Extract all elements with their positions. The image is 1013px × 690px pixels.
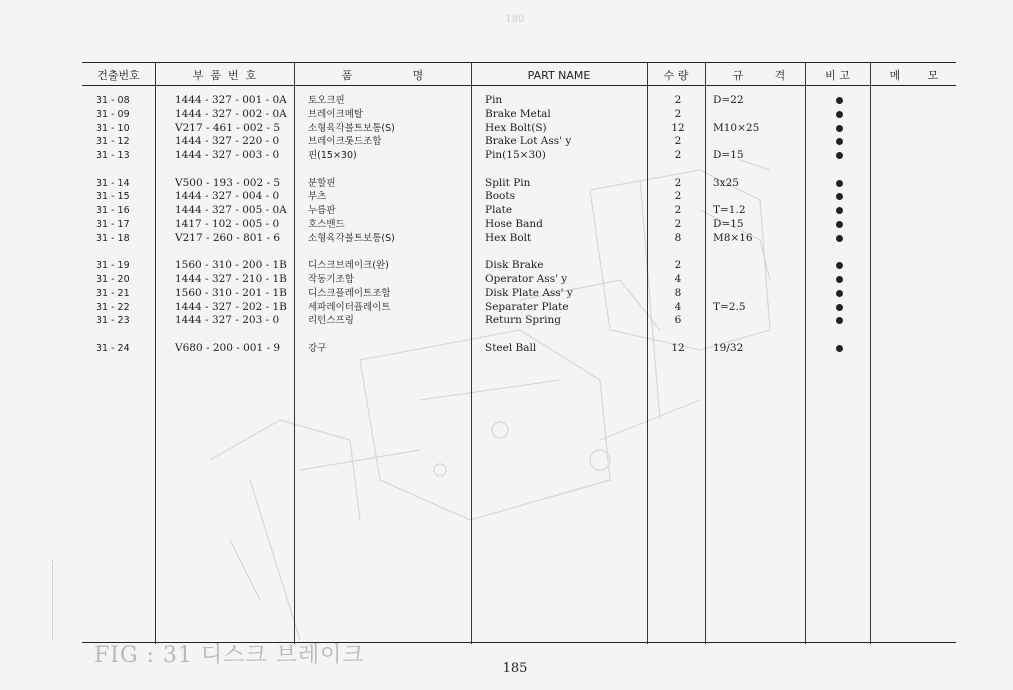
cell-name-kr: 소형육각볼트보통(S) xyxy=(308,122,395,134)
cell-code: 31 - 17 xyxy=(96,219,130,230)
cell-code: 31 - 24 xyxy=(96,342,130,354)
cell-code: 31 - 14 xyxy=(96,177,130,189)
cell-quantity: 8 xyxy=(674,231,682,244)
note-bullet-icon xyxy=(836,193,843,200)
cell-spec: T=1.2 xyxy=(713,204,746,217)
cell-part-name: Hex Bolt xyxy=(485,231,532,244)
cell-name-kr: 누름판 xyxy=(308,205,336,217)
cell-quantity: 2 xyxy=(674,259,682,272)
cell-quantity: 6 xyxy=(674,314,682,327)
cell-name-kr: 소형육각볼트보통(S) xyxy=(308,232,395,244)
note-bullet-icon xyxy=(836,290,843,297)
header-spec-right: 격 xyxy=(774,69,786,82)
cell-code: 31 - 19 xyxy=(96,260,130,272)
cell-quantity: 4 xyxy=(674,273,682,285)
note-bullet-icon xyxy=(836,304,843,311)
cell-part-name: Boots xyxy=(485,190,515,203)
note-bullet-icon xyxy=(836,138,843,145)
cell-part-number: 1444 - 327 - 203 - 0 xyxy=(175,314,280,327)
note-bullet-icon xyxy=(836,345,843,352)
header-name-kr-left: 품 xyxy=(341,69,353,82)
cell-quantity: 12 xyxy=(671,341,685,354)
header-quantity: 수 량 xyxy=(663,69,689,82)
header-spec-left: 규 xyxy=(732,69,744,82)
cell-part-name: Brake Lot Ass' y xyxy=(485,135,572,148)
cell-quantity: 2 xyxy=(674,176,682,189)
cell-part-number: 1560 - 310 - 200 - 1B xyxy=(175,259,287,272)
cell-code: 31 - 09 xyxy=(96,108,130,120)
cell-name-kr: 강구 xyxy=(308,342,327,354)
cell-part-number: 1444 - 327 - 210 - 1B xyxy=(175,273,287,285)
cell-part-name: Pin(15×30) xyxy=(485,149,546,162)
cell-code: 31 - 20 xyxy=(96,274,130,285)
note-bullet-icon xyxy=(836,221,843,228)
cell-part-number: 1417 - 102 - 005 - 0 xyxy=(175,218,280,230)
cell-code: 31 - 16 xyxy=(96,205,130,217)
note-bullet-icon xyxy=(836,317,843,324)
cell-spec: D=15 xyxy=(713,218,744,230)
cell-code: 31 - 10 xyxy=(96,122,130,134)
cell-part-name: Plate xyxy=(485,204,513,217)
cell-quantity: 4 xyxy=(674,300,682,313)
bleed-through-caption: FIG : 31 디스크 브레이크 xyxy=(94,643,365,668)
cell-part-number: V217 - 461 - 002 - 5 xyxy=(175,121,281,134)
note-bullet-icon xyxy=(836,235,843,242)
cell-spec: 3x25 xyxy=(713,176,739,189)
cell-part-name: Hose Band xyxy=(485,218,543,230)
cell-code: 31 - 12 xyxy=(96,136,130,148)
note-bullet-icon xyxy=(836,276,843,283)
cell-name-kr: 토오크핀 xyxy=(308,95,345,106)
cell-part-name: Operator Ass' y xyxy=(485,273,568,285)
cell-code: 31 - 21 xyxy=(96,287,130,299)
cell-part-name: Disk Brake xyxy=(485,259,544,272)
note-bullet-icon xyxy=(836,111,843,118)
header-memo-left: 메 xyxy=(889,69,901,82)
cell-name-kr: 세파레이터플레이트 xyxy=(308,301,391,313)
header-part-number: 부 품 번 호 xyxy=(192,69,257,82)
note-bullet-icon xyxy=(836,207,843,214)
note-bullet-icon xyxy=(836,152,843,159)
cell-spec: M10×25 xyxy=(713,121,760,134)
cell-code: 31 - 23 xyxy=(96,315,130,327)
cell-part-name: Disk Plate Ass' y xyxy=(485,286,573,299)
cell-quantity: 8 xyxy=(674,286,682,299)
cell-part-number: 1444 - 327 - 003 - 0 xyxy=(175,149,280,162)
cell-part-number: 1444 - 327 - 005 - 0A xyxy=(175,204,287,217)
header-code: 건출번호 xyxy=(97,69,140,82)
cell-name-kr: 디스크브레이크(완) xyxy=(308,260,389,272)
note-bullet-icon xyxy=(836,180,843,187)
cell-part-number: 1444 - 327 - 002 - 0A xyxy=(175,107,287,120)
cell-name-kr: 핀(15×30) xyxy=(308,150,357,162)
cell-code: 31 - 13 xyxy=(96,150,130,162)
parts-table xyxy=(82,62,956,644)
note-bullet-icon xyxy=(836,262,843,269)
cell-name-kr: 호스밴드 xyxy=(308,219,345,230)
cell-name-kr: 부츠 xyxy=(308,191,327,203)
cell-name-kr: 디스크플레이트조합 xyxy=(308,287,391,299)
cell-code: 31 - 22 xyxy=(96,301,130,313)
header-name-kr-right: 명 xyxy=(412,69,424,82)
ghost-page-number: 180 xyxy=(505,14,525,25)
cell-part-name: Brake Metal xyxy=(485,107,551,120)
header-memo-right: 모 xyxy=(927,69,939,82)
cell-spec: D=22 xyxy=(713,94,744,106)
page-number: 185 xyxy=(502,661,528,676)
cell-name-kr: 작동기조합 xyxy=(308,274,354,285)
cell-name-kr: 리턴스프링 xyxy=(308,315,354,327)
cell-part-number: 1444 - 327 - 220 - 0 xyxy=(175,135,280,148)
note-bullet-icon xyxy=(836,97,843,104)
cell-part-name: Return Spring xyxy=(485,314,561,327)
cell-part-name: Hex Bolt(S) xyxy=(485,121,547,134)
cell-part-number: 1444 - 327 - 001 - 0A xyxy=(175,94,287,106)
cell-spec: M8×16 xyxy=(713,231,753,244)
cell-code: 31 - 15 xyxy=(96,191,130,203)
cell-name-kr: 브레이크롯드조합 xyxy=(308,136,382,148)
cell-quantity: 2 xyxy=(674,149,682,162)
cell-quantity: 2 xyxy=(674,94,682,106)
cell-quantity: 2 xyxy=(674,204,682,217)
cell-quantity: 2 xyxy=(674,135,682,148)
note-bullet-icon xyxy=(836,125,843,132)
cell-part-number: 1444 - 327 - 202 - 1B xyxy=(175,300,287,313)
cell-spec: D=15 xyxy=(713,149,744,162)
cell-part-name: Pin xyxy=(485,94,503,106)
cell-code: 31 - 08 xyxy=(96,95,130,106)
cell-part-name: Split Pin xyxy=(485,176,531,189)
cell-spec: T=2.5 xyxy=(713,300,746,313)
cell-quantity: 2 xyxy=(674,218,682,230)
cell-part-number: V500 - 193 - 002 - 5 xyxy=(175,176,281,189)
cell-quantity: 12 xyxy=(671,121,685,134)
cell-code: 31 - 18 xyxy=(96,232,130,244)
cell-part-number: V217 - 260 - 801 - 6 xyxy=(175,231,281,244)
cell-quantity: 2 xyxy=(674,190,682,203)
binding-edge-mark xyxy=(52,560,54,640)
cell-part-number: V680 - 200 - 001 - 9 xyxy=(175,341,281,354)
cell-name-kr: 브레이크메탈 xyxy=(308,108,364,120)
cell-part-number: 1560 - 310 - 201 - 1B xyxy=(175,286,287,299)
cell-spec: 19/32 xyxy=(713,341,744,354)
header-part-name: PART NAME xyxy=(527,69,591,82)
header-note: 비 고 xyxy=(825,69,850,82)
cell-quantity: 2 xyxy=(674,107,682,120)
cell-part-name: Steel Ball xyxy=(485,341,537,354)
cell-name-kr: 분할핀 xyxy=(308,177,336,189)
cell-part-name: Separater Plate xyxy=(485,300,569,313)
cell-part-number: 1444 - 327 - 004 - 0 xyxy=(175,190,280,203)
